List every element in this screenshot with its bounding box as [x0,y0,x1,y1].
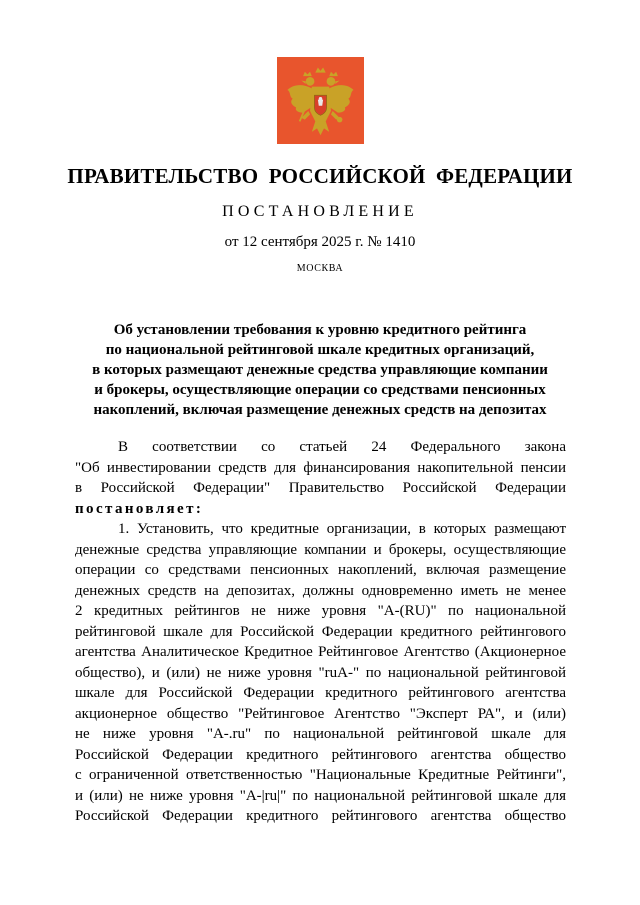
body-line: В соответствии со статьей 24 Федерального закона [118,439,566,455]
body-line: с ограниченной ответственностью "Национальные Кредитные Рейтинги", [75,767,566,783]
body-line: не ниже уровня "A-.ru" по национальной рейтинговой шкале для [75,726,566,742]
body-line: "Об инвестировании средств для финансирования накопительной пенсии [75,459,566,476]
heading-line: в которых размещают денежные средства управляющие компании [92,362,548,378]
body-line: 1. Установить, что кредитные организации, в которых размещают [118,521,566,537]
government-title: ПРАВИТЕЛЬСТВО РОССИЙСКОЙ ФЕДЕРАЦИИ [67,164,573,188]
resolves-keyword: постановляет: [75,500,204,517]
body-line: Российской Федерации кредитного рейтингового агентства общество [75,808,566,824]
heading-line: по национальной рейтинговой шкале кредитных организаций, [105,342,535,358]
document-heading [60,320,580,420]
document-city: МОСКВА [296,263,344,274]
heading-line: Об установлении требования к уровню кредитного рейтинга [113,322,527,338]
heading-line: и брокеры, осуществляющие операции со средствами пенсионных [94,382,546,398]
body-line: Российской Федерации кредитного рейтингового агентства общество [75,746,566,763]
body-line: шкале для Российской Федерации кредитного рейтингового агентства [75,685,566,701]
russian-coat-of-arms-icon [277,57,364,144]
heading-line: накоплений, включая размещение денежных средств на депозитах [93,402,547,418]
document-body [75,437,566,827]
body-line: операции со средствами пенсионных накоплений, включая размещение [75,562,566,578]
body-line: общество), и (или) не ниже уровня "ruA-" по национальной рейтинговой [75,664,566,681]
body-line: и (или) не ниже уровня "A-|ru|" по национальной рейтинговой шкале для [75,787,566,804]
body-line: рейтинговой шкале для Российской Федерации кредитного рейтингового [75,623,566,640]
body-line: агентства Аналитическое Кредитное Рейтинговое Агентство (Акционерное [75,644,566,660]
body-line: акционерное общество "Рейтинговое Агентство "Эксперт РА", и (или) [75,705,566,722]
body-line: денежных средств на депозитах, должны одновременно иметь не менее [75,582,566,599]
body-line: денежные средства управляющие компании и брокеры, осуществляющие [75,541,566,558]
document-date-number: от 12 сентября 2025 г. № 1410 [224,234,416,250]
body-line: 2 кредитных рейтингов не ниже уровня "A-(RU)" по национальной [75,603,566,619]
body-line: в Российской Федерации" Правительство Российской Федерации [75,480,566,496]
document-type: ПОСТАНОВЛЕНИЕ [222,203,418,220]
